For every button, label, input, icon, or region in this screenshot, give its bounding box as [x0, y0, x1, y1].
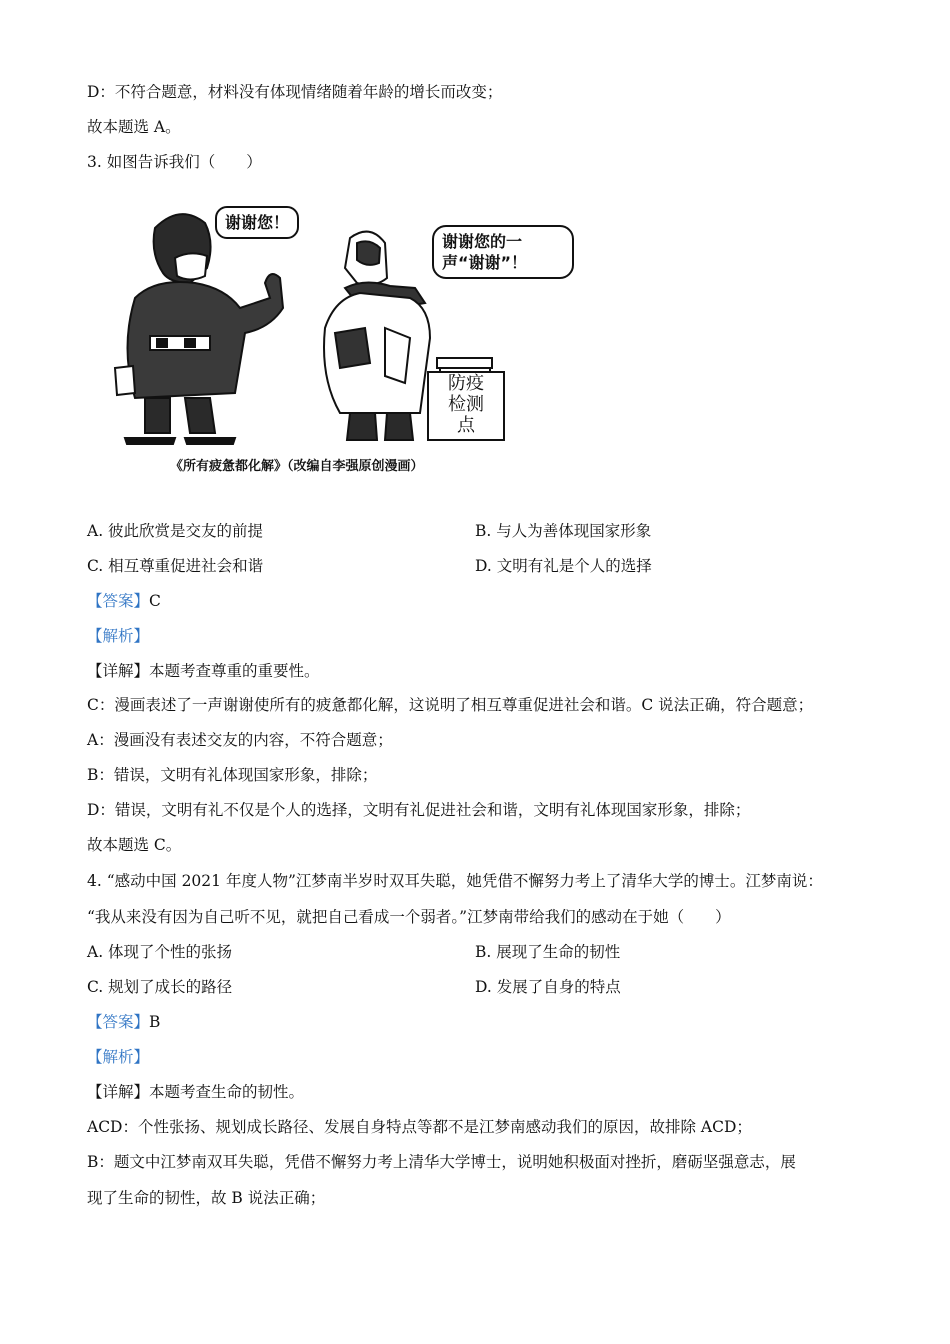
cartoon-caption: 《所有疲惫都化解》（改编自李强原创漫画）: [170, 459, 424, 474]
q4-analysis-label: 【解析】: [87, 1048, 150, 1066]
q4-answer: [87, 1012, 160, 1032]
q4-analysis-line: 现了生命的韧性，故 B 说法正确；: [87, 1189, 326, 1207]
q4-option-d: D. 发展了自身的特点: [475, 978, 621, 996]
q4-analysis-line: ACD：个性张扬、规划成长路径、发展自身特点等都不是江梦南感动我们的原因，故排除 ACD；: [87, 1118, 752, 1136]
q3-analysis-line: A：漫画没有表述交友的内容，不符合题意；: [87, 731, 393, 749]
q3-analysis-line: B：错误，文明有礼体现国家形象，排除；: [87, 766, 378, 784]
q3-analysis-line: D：错误，文明有礼不仅是个人的选择，文明有礼促进社会和谐，文明有礼体现国家形象，排除；: [87, 801, 751, 819]
citizen-figure: [115, 214, 283, 444]
q4-analysis-line: B：题文中江梦南双耳失聪，凭借不懈努力考上清华大学博士，说明她积极面对挫折，磨砺坚强意志，展: [87, 1153, 796, 1171]
speech-bubble-worker-line1: 谢谢您的一: [442, 232, 523, 251]
sign-line3: 点: [457, 415, 475, 436]
q3-answer-value: C: [149, 592, 161, 610]
q4-answer-label: 【答案】: [87, 1013, 150, 1031]
q3-option-c: C. 相互尊重促进社会和谐: [87, 557, 264, 575]
q3-option-a: A. 彼此欣赏是交友的前提: [87, 522, 264, 540]
sign-line1: 防疫: [448, 373, 484, 394]
q3-cartoon: [95, 188, 528, 488]
prev-option-d-analysis: D：不符合题意，材料没有体现情绪随着年龄的增长而改变；: [87, 83, 503, 101]
q3-analysis-label: 【解析】: [87, 627, 150, 645]
speech-bubble-worker-line2: 声“谢谢”！: [442, 253, 528, 272]
q3-option-d: D. 文明有礼是个人的选择: [475, 557, 652, 575]
q3-answer: [87, 591, 161, 611]
q4-stem-line2: “我从来没有因为自己听不见，就把自己看成一个弱者。”江梦南带给我们的感动在于她（ ）: [87, 908, 731, 926]
q4-option-c: C. 规划了成长的路径: [87, 978, 233, 996]
q4-option-b: B. 展现了生命的韧性: [475, 943, 621, 961]
q4-option-a: A. 体现了个性的张扬: [87, 943, 233, 961]
speech-bubble-worker: [432, 225, 574, 279]
q4-answer-value: B: [149, 1013, 161, 1031]
q3-detail: 【详解】本题考查尊重的重要性。: [87, 662, 320, 680]
q3-answer-label: 【答案】: [87, 592, 150, 610]
speech-bubble-citizen: 谢谢您！: [215, 206, 299, 239]
prev-conclusion: 故本题选 A。: [87, 118, 181, 136]
sign-line2: 检测: [448, 394, 484, 415]
q4-detail: 【详解】本题考查生命的韧性。: [87, 1083, 305, 1101]
q3-option-b: B. 与人为善体现国家形象: [475, 522, 652, 540]
epidemic-test-point-sign: [427, 371, 505, 441]
q3-conclusion: 故本题选 C。: [87, 836, 182, 854]
q3-analysis-line: C：漫画表述了一声谢谢使所有的疲惫都化解，这说明了相互尊重促进社会和谐。C 说法正确，符合题意；: [87, 696, 814, 714]
q4-stem-line1: 4. “感动中国 2021 年度人物”江梦南半岁时双耳失聪，她凭借不懈努力考上了清华大学的博士。江梦南说：: [87, 872, 823, 890]
q3-stem: 3. 如图告诉我们（ ）: [87, 153, 262, 171]
